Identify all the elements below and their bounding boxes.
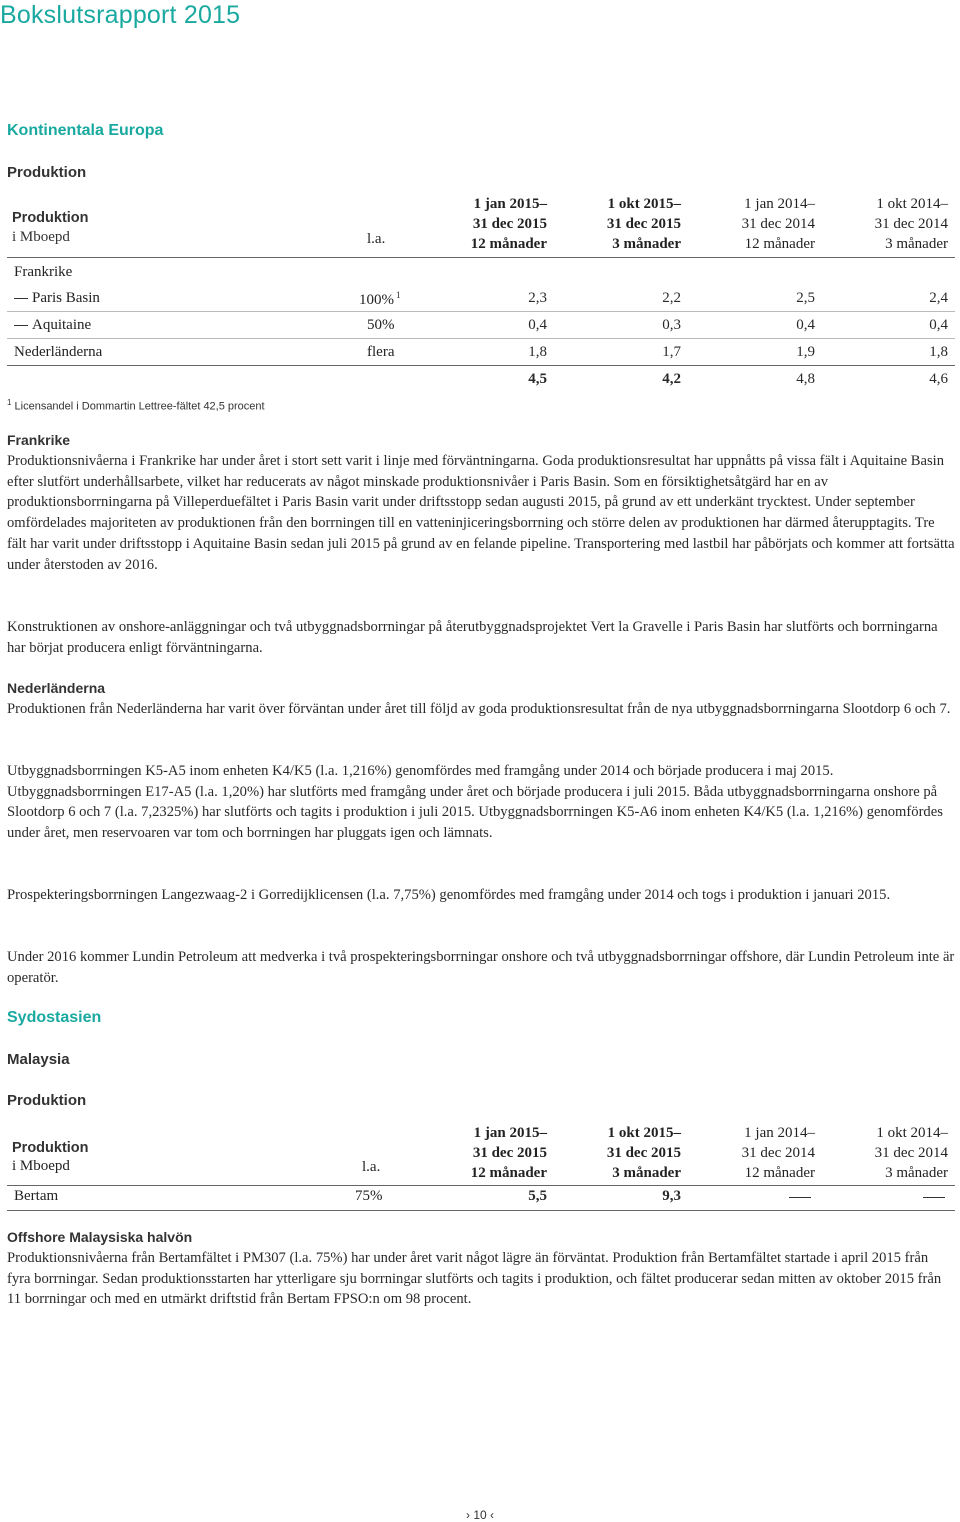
offshore-heading: Offshore Malaysiska halvön bbox=[7, 1229, 193, 1245]
table-rule bbox=[7, 1210, 955, 1211]
column-header-2: 1 okt 2015– 31 dec 2015 3 månader bbox=[606, 1125, 681, 1181]
share-column-header: l.a. bbox=[367, 231, 386, 247]
frankrike-paragraph-2: Konstruktionen av onshore-anläggningar och två utbyggnadsborrningar på återutbyggnadsprojektet Vert la Gravelle i Paris Basin har slutförts och borrningarna har börjat producera enligt förväntningarna. bbox=[7, 619, 938, 656]
column-header-1: 1 jan 2015– 31 dec 2015 12 månader bbox=[470, 1125, 547, 1181]
value-cell: 0,4 bbox=[528, 317, 547, 333]
value-cell: 2,4 bbox=[929, 290, 948, 306]
share-column-header: l.a. bbox=[362, 1159, 381, 1175]
nederlanderna-paragraph-1: Produktionen från Nederländerna har varit över förväntan under året till följd av goda produktionsresultat från de nya utbyggnadsborrningarna Slootdorp 6 och 7. bbox=[7, 701, 951, 717]
column-header-4: 1 okt 2014– 31 dec 2014 3 månader bbox=[874, 196, 948, 252]
table-footnote: $^1$ Licensandel i Dommartin Lettree-fältet 42,5 procent bbox=[7, 398, 265, 413]
value-cell: 1,8 bbox=[929, 344, 948, 360]
nederlanderna-heading: Nederländerna bbox=[7, 680, 106, 696]
table-label-line2: i Mboepd bbox=[12, 229, 70, 245]
production-heading-2: Produktion bbox=[7, 1092, 87, 1109]
table-row-label: Bertam bbox=[14, 1188, 59, 1204]
value-cell: 2,3 bbox=[528, 290, 547, 306]
share-value: 75% bbox=[355, 1188, 383, 1204]
nederlanderna-paragraph-2: Utbyggnadsborrningen K5-A5 inom enheten K4/K5 (l.a. 1,216%) genomfördes med framgång under 2014 och började producera i maj 2015. Utbyggnadsborrningen E17-A5 (l.a. 1,20%) har slutförts med framgång under året och började producera i juli 2015. Båda utbyggnadsborrningarna onshore på Slootdorp 6 och 7 (l.a. 7,2325%) har slutförts och tagits i produktion i juli 2015. Utbyggnadsborrningen K5-A6 inom enheten K4/K5 (l.a. 1,216%) genomfördes under året, men reservoaren var tom och borrningen har pluggats igen och lämnats. bbox=[7, 763, 943, 842]
table-row-label: Aquitaine bbox=[14, 317, 91, 334]
empty-value-dash bbox=[789, 1188, 811, 1206]
total-cell: 4,5 bbox=[528, 371, 547, 387]
share-value: 100% $^1$ bbox=[359, 290, 401, 308]
table-label-line2: i Mboepd bbox=[12, 1158, 70, 1174]
page-number: › 10 ‹ bbox=[465, 1508, 494, 1522]
column-header-3: 1 jan 2014– 31 dec 2014 12 månader bbox=[741, 1125, 815, 1181]
share-value: flera bbox=[367, 344, 395, 360]
production-table-europe bbox=[7, 194, 955, 404]
value-cell: 2,5 bbox=[796, 290, 815, 306]
table-row-label: Paris Basin bbox=[14, 290, 100, 307]
frankrike-heading: Frankrike bbox=[7, 432, 71, 448]
value-cell: 9,3 bbox=[662, 1188, 681, 1204]
section-heading-europa: Kontinentala Europa bbox=[7, 122, 164, 139]
production-table-malaysia bbox=[7, 1122, 955, 1214]
group-label: Frankrike bbox=[14, 264, 73, 280]
value-cell: 5,5 bbox=[528, 1188, 547, 1204]
value-cell: 0,4 bbox=[929, 317, 948, 333]
table-row-label: Nederländerna bbox=[14, 344, 103, 360]
document-title: Bokslutsrapport 2015 bbox=[0, 1, 241, 29]
total-cell: 4,6 bbox=[929, 371, 948, 387]
value-cell: 1,7 bbox=[662, 344, 681, 360]
table-rule bbox=[7, 257, 955, 258]
nederlanderna-paragraph-4: Under 2016 kommer Lundin Petroleum att medverka i två prospekteringsborrningar onshore och två utbyggnadsborrningar offshore, där Lundin Petroleum inte är operatör. bbox=[7, 949, 955, 986]
row-divider bbox=[7, 338, 955, 339]
table-label-line1: Produktion bbox=[12, 1140, 89, 1156]
value-cell: 1,9 bbox=[796, 344, 815, 360]
malaysia-heading: Malaysia bbox=[7, 1051, 70, 1068]
row-divider bbox=[7, 311, 955, 312]
value-cell: 0,3 bbox=[662, 317, 681, 333]
column-header-3: 1 jan 2014– 31 dec 2014 12 månader bbox=[741, 196, 815, 252]
value-cell: 2,2 bbox=[662, 290, 681, 306]
table-rule bbox=[7, 1185, 955, 1186]
nederlanderna-paragraph-3: Prospekteringsborrningen Langezwaag-2 i Gorredijklicensen (l.a. 7,75%) genomfördes med framgång under 2014 och togs i produktion i januari 2015. bbox=[7, 887, 891, 903]
section-heading-sydostasien: Sydostasien bbox=[7, 1009, 102, 1026]
offshore-paragraph: Produktionsnivåerna från Bertamfältet i PM307 (l.a. 75%) har under året varit något lägre än förväntat. Produktion från Bertamfältet startade i april 2015 från fyra borrningar. Sedan produktionsstarten har ytterligare sju borrningar slutförts och tagits i produktion, och fältet producerar sedan mitten av oktober 2015 från 11 borrningar och med en utmärkt driftstid från Bertam FPSO:n om 98 procent. bbox=[7, 1250, 942, 1308]
table-label-line1: Produktion bbox=[12, 210, 89, 226]
empty-value-dash bbox=[923, 1188, 945, 1206]
column-header-2: 1 okt 2015– 31 dec 2015 3 månader bbox=[606, 196, 681, 252]
production-heading: Produktion bbox=[7, 164, 87, 181]
total-cell: 4,8 bbox=[796, 371, 815, 387]
column-header-1: 1 jan 2015– 31 dec 2015 12 månader bbox=[470, 196, 547, 252]
total-cell: 4,2 bbox=[662, 371, 681, 387]
table-rule bbox=[7, 365, 955, 366]
column-header-4: 1 okt 2014– 31 dec 2014 3 månader bbox=[874, 1125, 948, 1181]
frankrike-paragraph-1: Produktionsnivåerna i Frankrike har under året i stort sett varit i linje med förväntningarna. Goda produktionsresultat har uppnåtts på vissa fält i Aquitaine Basin efter slutfört underhållsarbete, vilket har reducerats av något minskade produktionsnivåer i Paris Basin. Som en försiktighetsåtgärd har en av produktionsborrningarna på Villeperduefältet i Paris Basin varit under driftsstopp sedan augusti 2015, på grund av ett underkänt trycktest. Under september omfördelades majoriteten av produktionen från den borrningen till en vatteninjiceringsborrning och större delen av produktionen har därmed återupptagits. Tre fält har varit under driftsstopp i Aquitaine Basin sedan juli 2015 på grund av en felande pipeline. Transportering med lastbil har påbörjats och kommer att fortsätta under återstoden av 2016. bbox=[7, 453, 955, 573]
value-cell: 0,4 bbox=[796, 317, 815, 333]
share-value: 50% bbox=[367, 317, 395, 333]
value-cell: 1,8 bbox=[528, 344, 547, 360]
